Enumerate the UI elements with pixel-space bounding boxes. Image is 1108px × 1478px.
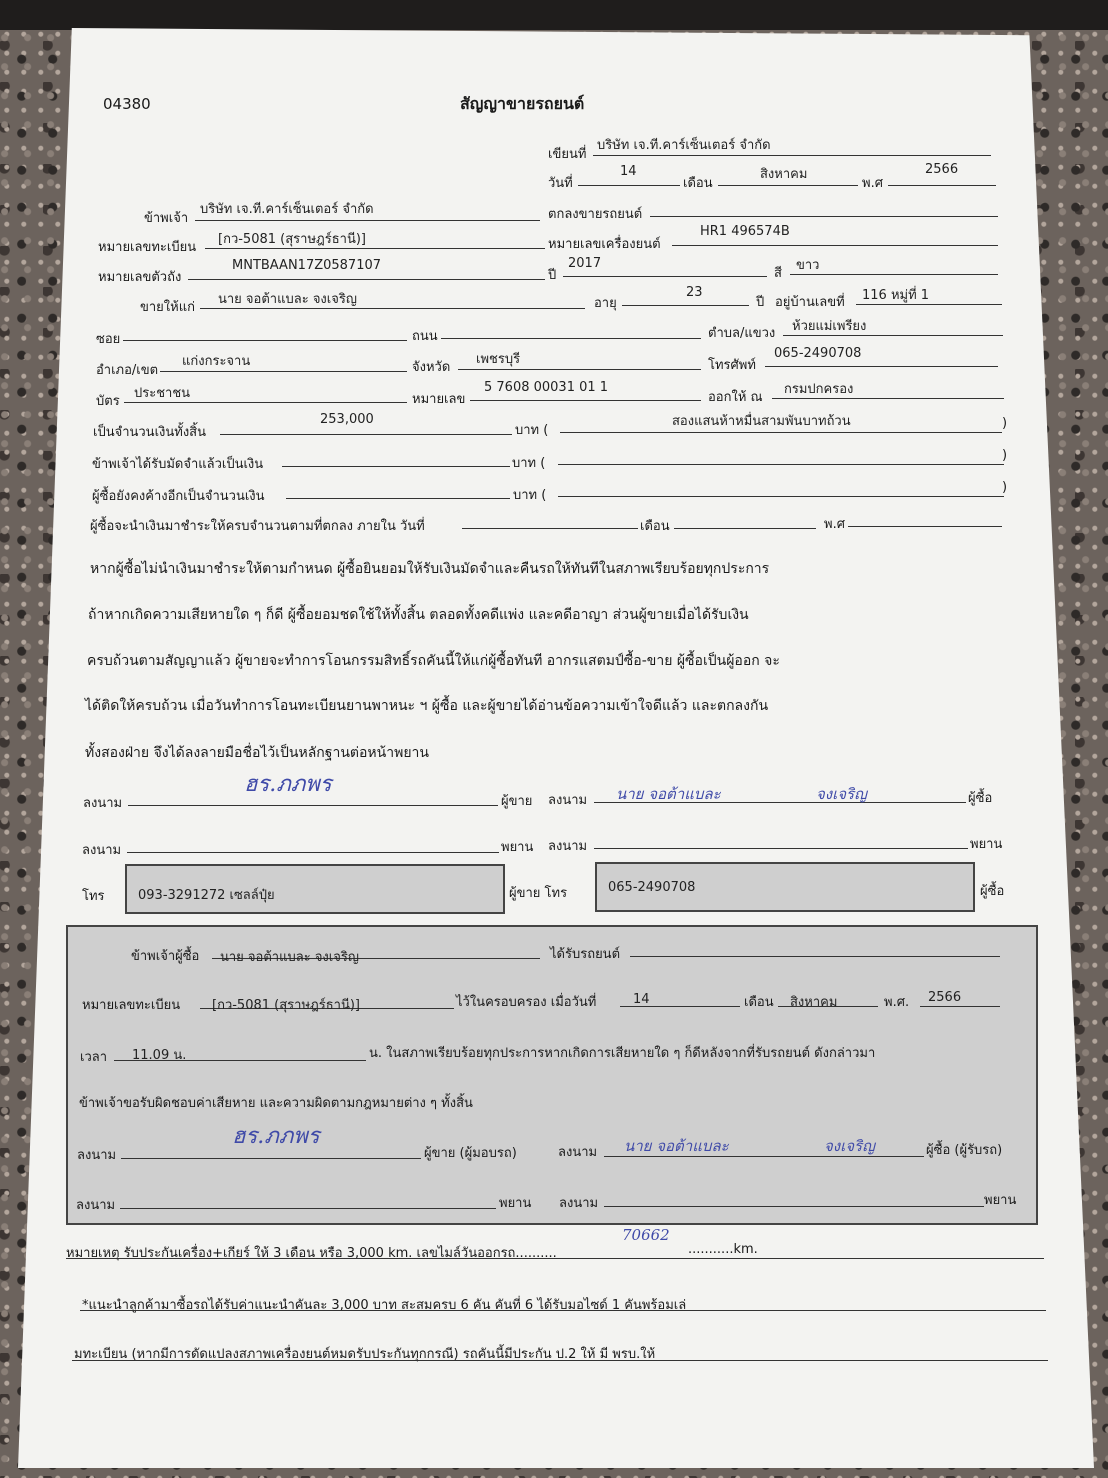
engine-label: หมายเลขเครื่องยนต์ (548, 237, 661, 252)
witness-role: พยาน (501, 840, 534, 855)
district-label: อำเภอ/เขต (96, 363, 159, 378)
receipt-received-label: ได้รับรถยนต์ (550, 947, 621, 962)
underline (127, 852, 499, 853)
underline (558, 464, 1004, 465)
sign-label: ลงนาม (82, 843, 122, 858)
baht-label: บาท ( (515, 423, 549, 438)
buyer-receive-signature-first: นาย จอต้าแบละ (624, 1137, 729, 1155)
close-paren: ) (1002, 480, 1008, 495)
remark-text: หมายเหตุ รับประกันเครื่อง+เกียร์ ให้ 3 เดือน หรือ 3,000 km. เลขไมล์วันออกรถ.......... (66, 1246, 557, 1261)
issued-label: ออกให้ ณ (708, 390, 763, 405)
written-at-value: บริษัท เจ.ที.คาร์เซ็นเตอร์ จำกัด (597, 138, 771, 153)
buyer-signature-first: นาย จอต้าแบละ (616, 785, 721, 803)
subdistrict-label: ตำบล/แขวง (708, 326, 776, 341)
close-paren: ) (1002, 416, 1008, 431)
receipt-possess-label: ไว้ในครอบครอง เมื่อวันที่ (456, 995, 597, 1010)
card-label: บัตร (96, 394, 120, 409)
underline (594, 848, 968, 849)
agree-label: ตกลงขายรถยนต์ (548, 207, 643, 222)
reg-value: [กว-5081 (สุราษฎร์ธานี)] (218, 232, 366, 247)
underline (195, 220, 540, 221)
underline (630, 956, 1000, 957)
receipt-month-label: เดือน (744, 995, 774, 1010)
document-title: สัญญาขายรถยนต์ (460, 94, 585, 113)
receipt-year-label: พ.ศ. (884, 995, 910, 1010)
card-no-value: 5 7608 00031 01 1 (484, 380, 609, 395)
date-label: วันที่ (548, 176, 573, 191)
receipt-reg-label: หมายเลขทะเบียน (82, 998, 181, 1013)
receipt-day: 14 (633, 992, 650, 1007)
total-value: 253,000 (320, 412, 374, 427)
tel-label: โทร (82, 889, 105, 904)
underline (72, 1360, 1048, 1361)
buyer-receive-signature-last: จงเจริญ (824, 1137, 875, 1155)
vehicle-receipt-box (66, 925, 1038, 1225)
receipt-year: 2566 (928, 990, 962, 1005)
receipt-buyer-value: นาย จอต้าแบละ จงเจริญ (220, 950, 359, 965)
model-year-value: 2017 (568, 256, 602, 271)
time-value: 11.09 น. (132, 1048, 187, 1063)
underline (888, 185, 996, 186)
underline (578, 185, 680, 186)
date-year: 2566 (925, 162, 959, 177)
sell-to-label: ขายให้แก่ (140, 300, 195, 315)
chassis-label: หมายเลขตัวถัง (98, 270, 182, 285)
terms-line: ได้ติดให้ครบถ้วน เมื่อวันทำการโอนทะเบียนยานพาหนะ ฯ ผู้ซื้อ และผู้ขายได้อ่านข้อความเข้าใจดีแล้ว และตกลงกัน (85, 698, 769, 714)
road-label: ถนน (412, 329, 438, 344)
phone-value: 065-2490708 (774, 346, 862, 361)
district-value: แก่งกระจาน (182, 354, 251, 369)
underline (470, 400, 701, 401)
witness-role: พยาน (984, 1193, 1017, 1208)
underline (462, 528, 638, 529)
month-label: เดือน (683, 176, 713, 191)
warranty-note: มทะเบียน (หากมีการดัดแปลงสภาพเครื่องยนต์หมดรับประกันทุกกรณี) รถคันนี้มีประกัน ป.2 ให้ มี พรบ.ให้ (74, 1347, 656, 1362)
underline (188, 279, 545, 280)
close-paren: ) (1002, 448, 1008, 463)
remaining-label: ผู้ซื้อยังคงค้างอีกเป็นจำนวนเงิน (92, 489, 265, 504)
underline (441, 338, 701, 339)
buyer-signature-last: จงเจริญ (816, 785, 867, 803)
province-label: จังหวัด (412, 360, 451, 375)
province-value: เพชรบุรี (476, 352, 521, 367)
underline (790, 274, 998, 275)
time-label: เวลา (80, 1050, 108, 1065)
sign-label: ลงนาม (77, 1148, 117, 1163)
underline (672, 245, 998, 246)
underline (650, 216, 998, 217)
document-number: 04380 (103, 95, 151, 113)
baht-label: บาท ( (513, 488, 547, 503)
underline (920, 1006, 1000, 1007)
terms-line: หากผู้ซื้อไม่นำเงินมาชำระให้ตามกำหนด ผู้ซื้อยินยอมให้รับเงินมัดจำและคืนรถให้ทันทีในสภาพเรียบร้อยทุกประการ (90, 561, 770, 577)
house-value: 116 หมู่ที่ 1 (862, 288, 930, 303)
underline (282, 466, 510, 467)
baht-label: บาท ( (512, 456, 546, 471)
underline (563, 276, 767, 277)
pay-month-label: เดือน (640, 519, 670, 534)
underline (80, 1310, 1046, 1311)
buyer-value: นาย จอต้าแบละ จงเจริญ (218, 292, 357, 307)
year-label: พ.ศ (862, 176, 883, 191)
date-day: 14 (620, 164, 637, 179)
dark-edge (0, 0, 1108, 30)
pay-label: ผู้ซื้อจะนำเงินมาชำระให้ครบจำนวนตามที่ตกลง ภายใน วันที่ (90, 519, 425, 534)
chassis-value: MNTBAAN17Z0587107 (232, 258, 382, 273)
buyer-phone-value: 065-2490708 (608, 880, 696, 895)
underline (121, 1158, 421, 1159)
mileage-value: 70662 (622, 1226, 670, 1244)
sign-label: ลงนาม (83, 796, 123, 811)
underline (123, 340, 407, 341)
pay-year-label: พ.ศ (824, 517, 845, 532)
card-no-label: หมายเลข (412, 392, 466, 407)
seller-deliver-role: ผู้ขาย (ผู้มอบรถ) (424, 1146, 517, 1161)
sign-label: ลงนาม (559, 1196, 599, 1211)
underline (128, 805, 498, 806)
underline (120, 1208, 496, 1209)
total-label: เป็นจำนวนเงินทั้งสิ้น (93, 425, 206, 440)
underline (593, 155, 991, 156)
underline (286, 498, 510, 499)
seller-role: ผู้ขาย (501, 794, 533, 809)
seller-phone-value: 093-3291272 เซลล์ปุ๋ย (138, 888, 275, 903)
underline (220, 434, 512, 435)
underline (604, 1206, 984, 1207)
underline (718, 185, 858, 186)
deposit-label: ข้าพเจ้าได้รับมัดจำแล้วเป็นเงิน (92, 457, 264, 472)
buyer-role: ผู้ซื้อ (968, 791, 993, 806)
reg-label: หมายเลขทะเบียน (98, 240, 197, 255)
time-condition-text: น. ในสภาพเรียบร้อยทุกประการหากเกิดการเสียหายใด ๆ ก็ดีหลังจากที่รับรถยนต์ ดังกล่าวมา (369, 1046, 876, 1061)
receipt-reg-value: [กว-5081 (สุราษฎร์ธานี)] (212, 998, 360, 1013)
underline (622, 305, 749, 306)
sign-label: ลงนาม (76, 1198, 116, 1213)
underline (765, 366, 998, 367)
sign-label: ลงนาม (548, 839, 588, 854)
underline (66, 1258, 1044, 1259)
terms-line: ทั้งสองฝ่าย จึงได้ลงลายมือชื่อไว้เป็นหลักฐานต่อหน้าพยาน (85, 745, 429, 761)
engine-value: HR1 496574B (700, 224, 790, 239)
receipt-month: สิงหาคม (790, 995, 838, 1010)
model-year-label: ปี (548, 268, 557, 283)
soi-label: ซอย (96, 332, 121, 347)
underline (458, 369, 701, 370)
subdistrict-value: ห้วยแม่เพรียง (792, 319, 867, 334)
km-label: ...........km. (688, 1242, 758, 1257)
written-at-label: เขียนที่ (548, 147, 587, 162)
color-label: สี (774, 266, 782, 281)
age-value: 23 (686, 285, 703, 300)
responsibility-text: ข้าพเจ้าขอรับผิดชอบค่าเสียหาย และความผิดตามกฎหมายต่าง ๆ ทั้งสิ้น (79, 1096, 473, 1111)
underline (560, 432, 1002, 433)
seller-value: บริษัท เจ.ที.คาร์เซ็นเตอร์ จำกัด (200, 202, 374, 217)
sign-label: ลงนาม (558, 1145, 598, 1160)
buyer-role: ผู้ซื้อ (980, 884, 1005, 899)
card-type-value: ประชาชน (134, 386, 191, 401)
date-month: สิงหาคม (760, 167, 808, 182)
sign-label: ลงนาม (548, 793, 588, 808)
color-value: ขาว (796, 258, 820, 273)
age-label: อายุ (594, 296, 617, 311)
terms-line: ถ้าหากเกิดความเสียหายใด ๆ ก็ดี ผู้ซื้อยอมชดใช้ให้ทั้งสิ้น ตลอดทั้งคดีแพ่ง และคดีอาญา ส่วนผู้ขายเมื่อได้รับเงิน (88, 607, 749, 623)
phone-label: โทรศัพท์ (708, 358, 756, 373)
underline (674, 528, 816, 529)
years-label: ปี (756, 295, 765, 310)
referral-note: *แนะนำลูกค้ามาซื้อรถได้รับค่าแนะนำคันละ 3,000 บาท สะสมครบ 6 คัน คันที่ 6 ได้รับมอไซด์ 1 คันพร้อมเล่ (82, 1298, 687, 1313)
witness-role: พยาน (499, 1196, 532, 1211)
issued-value: กรมปกครอง (784, 382, 854, 397)
terms-line: ครบถ้วนตามสัญญาแล้ว ผู้ขายจะทำการโอนกรรมสิทธิ์รถคันนี้ให้แก่ผู้ซื้อทันที อากรแสตมป์ซื้อ-ขาย ผู้ซื้อเป็นผู้ออก จะ (87, 653, 780, 669)
underline (558, 496, 1004, 497)
buyer-receive-role: ผู้ซื้อ (ผู้รับรถ) (926, 1143, 1003, 1158)
seller-label: ข้าพเจ้า (144, 211, 189, 226)
seller-signature: ฮร.ภภพร (244, 772, 332, 797)
seller-delivery-signature: ฮร.ภภพร (232, 1124, 320, 1149)
underline (160, 371, 407, 372)
receipt-buyer-label: ข้าพเจ้าผู้ซื้อ (131, 949, 200, 964)
total-words-value: สองแสนห้าหมื่นสามพันบาทถ้วน (672, 414, 851, 429)
witness-role: พยาน (970, 837, 1003, 852)
underline (848, 526, 1002, 527)
seller-tel-label: ผู้ขาย โทร (509, 886, 568, 901)
house-label: อยู่บ้านเลขที่ (775, 295, 845, 310)
